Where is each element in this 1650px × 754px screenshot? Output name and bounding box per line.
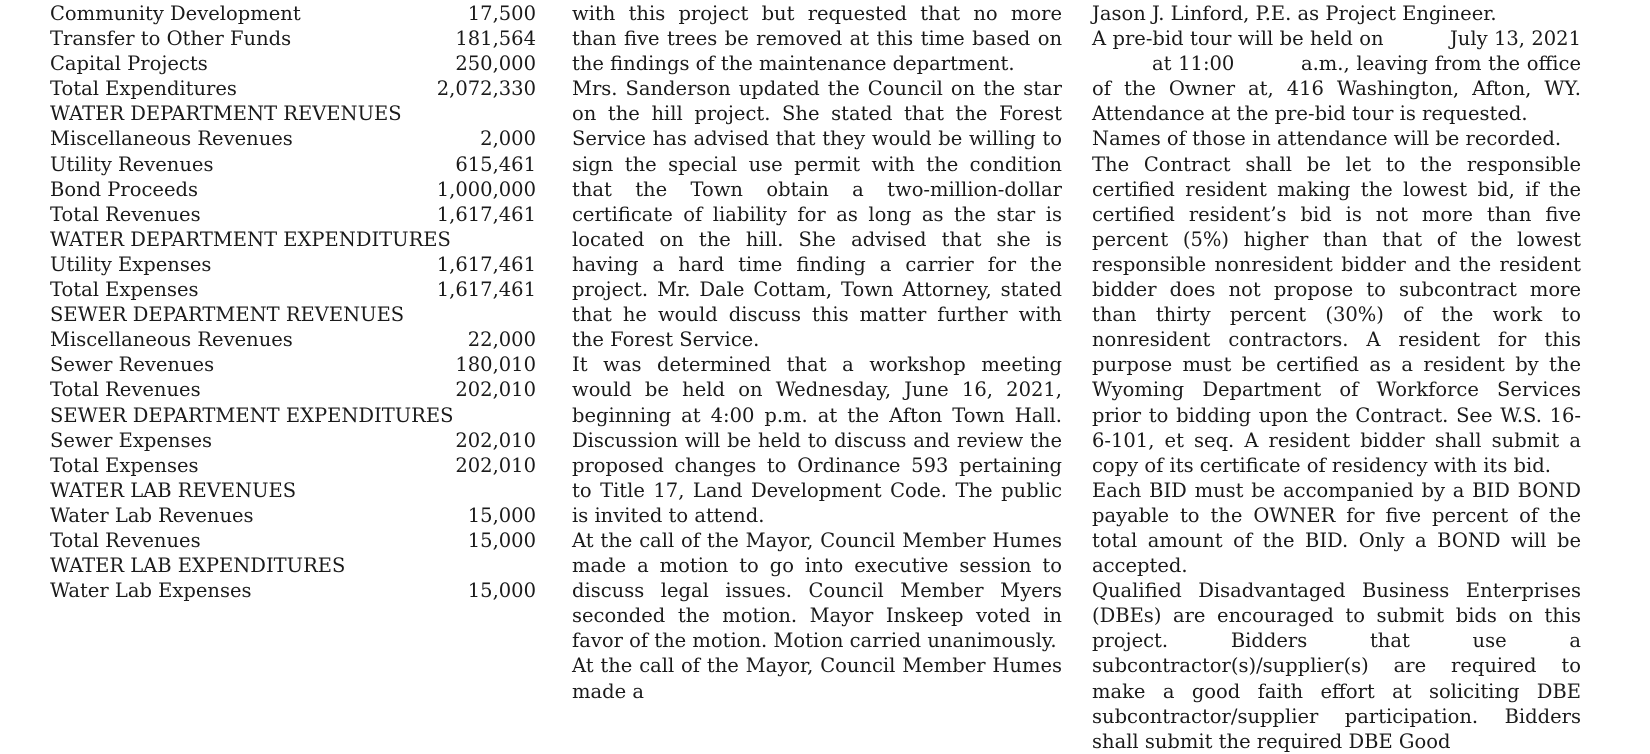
notice-column (1092, 1, 1581, 754)
budget-column (50, 1, 536, 603)
budget-label: Total Expenses (50, 278, 199, 302)
budget-section-heading (50, 478, 536, 503)
minutes-paragraph: It was determined that a workshop meeting would be held on Wednesday, June 16, 2021, beginning at 4:00 p.m. at the Afton Town Hall. Discussion will be held to discuss and review the proposed changes to Ordinance 593 pertaining to Title 17, Land Development Code. The public is invited to attend. (572, 353, 1062, 527)
budget-label: Miscellaneous Revenues (50, 127, 293, 151)
budget-row (50, 152, 536, 177)
budget-amount: 15,000 (467, 528, 536, 552)
notice-paragraph: Qualified Disadvantaged Business Enterprises (DBEs) are encouraged to submit bids on this project. Bidders that use a subcontractor(s)/supplier(s) are required to make a good faith effort at soliciting DBE subcontractor/supplier participation. Bidders shall submit the required DBE Good (1092, 579, 1581, 753)
budget-label: Community Development (50, 2, 301, 25)
budget-row (50, 177, 536, 202)
budget-label: WATER DEPARTMENT EXPENDITURES (50, 227, 451, 251)
budget-row (50, 277, 536, 302)
budget-amount: 17,500 (467, 2, 536, 25)
budget-section-heading (50, 403, 536, 428)
budget-row (50, 428, 536, 453)
budget-label: Total Revenues (50, 528, 201, 552)
budget-row (50, 352, 536, 377)
budget-section-heading (50, 553, 536, 578)
budget-label: SEWER DEPARTMENT REVENUES (50, 303, 405, 327)
budget-section-heading (50, 101, 536, 126)
budget-amount: 202,010 (455, 453, 536, 477)
minutes-paragraph: At the call of the Mayor, Council Member Humes made a motion to go into executive session to discuss legal issues. Council Member Myers seconded the motion. Mayor Inskeep voted in favor of the motion. Motion carried unanimously. (572, 528, 1062, 653)
notice-tour-time: 11:00 (1178, 52, 1235, 76)
budget-label: Transfer to Other Funds (50, 27, 292, 51)
budget-amount: 2,000 (480, 127, 536, 151)
budget-row (50, 51, 536, 76)
budget-label: Utility Revenues (50, 152, 214, 176)
budget-label: Sewer Revenues (50, 353, 215, 377)
budget-amount: 1,617,461 (436, 202, 536, 226)
budget-amount: 615,461 (455, 152, 536, 176)
budget-label: WATER LAB EXPENDITURES (50, 554, 346, 578)
budget-row (50, 528, 536, 553)
budget-label: Utility Expenses (50, 252, 212, 276)
budget-label: Total Revenues (50, 378, 201, 402)
budget-row (50, 453, 536, 478)
budget-amount: 2,072,330 (436, 77, 536, 101)
budget-label: Total Expenses (50, 453, 199, 477)
budget-label: Capital Projects (50, 52, 208, 76)
budget-amount: 250,000 (455, 52, 536, 76)
budget-row (50, 578, 536, 603)
budget-amount: 15,000 (467, 579, 536, 603)
budget-label: Water Lab Expenses (50, 579, 252, 603)
notice-pre-bid-tour (1092, 26, 1581, 126)
notice-tour-at: at (1152, 52, 1172, 76)
minutes-paragraph: Mrs. Sanderson updated the Council on the star on the hill project. She stated that the Forest Service has advised that they would be willing to sign the special use permit with the condition that the Town obtain a two-million-dollar certificate of liability for as long as the star is located on the hill. She advised that she is having a hard time finding a carrier for the project. Mr. Dale Cottam, Town Attorney, stated that he would discuss this matter further with the Forest Service. (572, 77, 1062, 352)
notice-tour-rest: a.m., leaving from the office of the Owner at, 416 Washington, Afton, WY. Attendance at the pre-bid tour is requested. (1092, 52, 1581, 126)
budget-label: Total Revenues (50, 202, 201, 226)
budget-row (50, 26, 536, 51)
notice-paragraph: The Contract shall be let to the responsible certified resident making the lowest bid, if the certified resident’s bid is not more than five percent (5%) higher than that of the lowest responsible nonresident bidder and the resident bidder does not propose to subcontract more than thirty percent (30%) of the work to nonresident contractors. A resident for this purpose must be certified as a resident by the Wyoming Department of Workforce Services prior to bidding upon the Contract. See W.S. 16-6-101, et seq. A resident bidder shall submit a copy of its certificate of residency with its bid. (1092, 152, 1581, 477)
notice-tour-prefix: A pre-bid tour will be held on (1092, 27, 1384, 51)
budget-row (50, 377, 536, 402)
budget-row (50, 327, 536, 352)
budget-row (50, 503, 536, 528)
budget-row (50, 76, 536, 101)
budget-section-heading (50, 227, 536, 252)
minutes-column (572, 1, 1062, 704)
notice-paragraph: Each BID must be accompanied by a BID BOND payable to the OWNER for five percent of the total amount of the BID. Only a BOND will be accepted. (1092, 478, 1581, 578)
budget-amount: 1,617,461 (436, 252, 536, 276)
budget-label: Miscellaneous Revenues (50, 328, 293, 352)
budget-label: Total Expenditures (50, 77, 237, 101)
budget-amount: 202,010 (455, 378, 536, 402)
minutes-paragraph: At the call of the Mayor, Council Member Humes made a (572, 654, 1062, 703)
budget-label: Bond Proceeds (50, 177, 198, 201)
budget-row (50, 202, 536, 227)
budget-label: SEWER DEPARTMENT EXPENDITURES (50, 403, 454, 427)
budget-amount: 1,000,000 (436, 177, 536, 201)
notice-engineer-line: Jason J. Linford, P.E. as Project Engineer. (1092, 2, 1497, 25)
minutes-paragraph: with this project but requested that no more than five trees be removed at this time based on the findings of the maintenance department. (572, 2, 1062, 76)
budget-label: Water Lab Revenues (50, 503, 254, 527)
notice-paragraph: Names of those in attendance will be recorded. (1092, 127, 1562, 151)
budget-amount: 22,000 (467, 328, 536, 352)
budget-amount: 180,010 (455, 353, 536, 377)
budget-label: WATER LAB REVENUES (50, 478, 297, 502)
budget-row (50, 1, 536, 26)
budget-amount: 1,617,461 (436, 278, 536, 302)
notice-tour-date: July 13, 2021 (1449, 27, 1581, 51)
budget-section-heading (50, 302, 536, 327)
budget-amount: 181,564 (455, 27, 536, 51)
budget-row (50, 126, 536, 151)
budget-amount: 202,010 (455, 428, 536, 452)
budget-row (50, 252, 536, 277)
budget-label: Sewer Expenses (50, 428, 213, 452)
budget-amount: 15,000 (467, 503, 536, 527)
budget-label: WATER DEPARTMENT REVENUES (50, 102, 402, 126)
